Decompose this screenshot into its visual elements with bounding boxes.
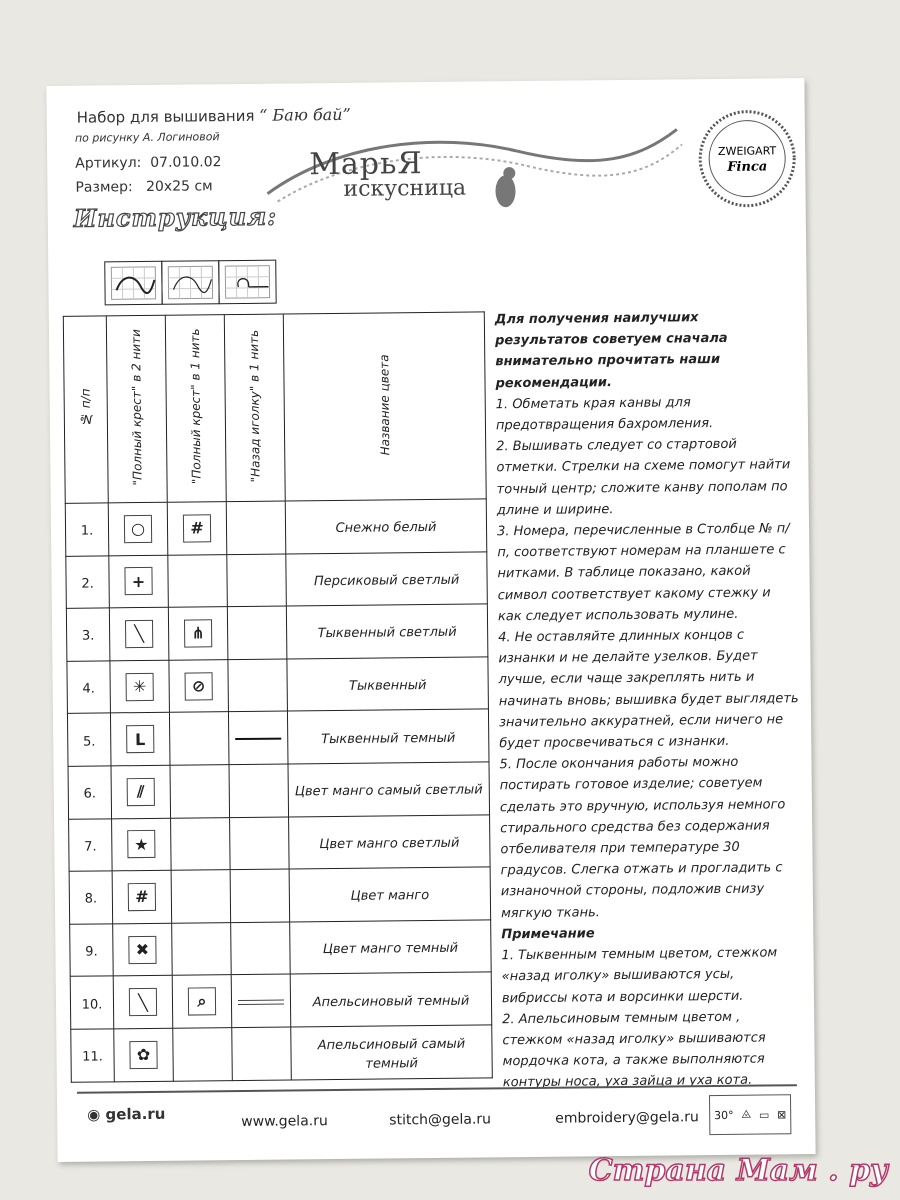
color-name-text: Цвет манго светлый <box>319 835 460 853</box>
back-stitch-line <box>231 974 291 1027</box>
row-number <box>67 661 111 714</box>
header-full-cross-1-text: "Полный крест" в 1 нить <box>187 328 204 485</box>
back-stitch-line <box>228 711 288 764</box>
color-name-text: Апельсиновый самый темный <box>317 1036 466 1072</box>
back-stitch-line <box>226 501 286 554</box>
seal-brand-finca: Finca <box>727 159 768 175</box>
gela-logo <box>87 1105 165 1124</box>
size-line <box>75 178 212 195</box>
color-name <box>290 972 492 1027</box>
col-header-number <box>63 316 108 503</box>
color-name <box>287 709 489 764</box>
color-name <box>288 762 490 817</box>
kit-name: “ Баю бай” <box>259 104 351 125</box>
color-name <box>287 657 489 712</box>
symbol-full-cross-1 <box>171 870 231 923</box>
symbol-full-cross-1 <box>168 607 228 660</box>
color-name-text: Тыквенный светлый <box>317 625 457 642</box>
color-name <box>290 920 492 975</box>
stitch-symbol-icon: ✖ <box>128 935 156 963</box>
section-title: Инструкция: <box>73 201 278 233</box>
kit-label: Набор для вышивания <box>76 106 255 127</box>
color-name <box>289 867 491 922</box>
recommendation-item: 2. Вышивать следует со стартовой отметки. Стрелки на схеме помогут найти точный центр; сложите канву пополам по длине и ширине. <box>496 437 791 519</box>
row-number-text: 2. <box>81 576 94 592</box>
header-back-stitch-text: "Назад иголку" в 1 нить <box>246 329 263 483</box>
legend-row <box>67 657 489 714</box>
note-item: 1. Тыквенным темным цветом, стежком «назад иголку» вышиваются усы, вибриссы кота и ворсинки шерсти. <box>501 945 778 1006</box>
brand-name: МарьЯ <box>309 146 423 183</box>
legend-row <box>65 499 487 556</box>
legend-row <box>69 814 491 871</box>
back-stitch-line <box>232 1027 292 1080</box>
col-header-color-name <box>283 312 486 501</box>
note-item: 2. Апельсиновым темным цветом , стежком «назад иголку» вышиваются мордочка кота, а также выполняются контуры носа, уха зайца и уха кота. <box>502 1009 766 1091</box>
symbol-full-cross-1 <box>169 712 229 765</box>
instruction-sheet <box>46 78 815 1162</box>
stitch-symbol-icon: ✳ <box>126 672 154 700</box>
symbol-full-cross-2 <box>113 923 173 976</box>
row-number <box>70 976 114 1029</box>
legend-row <box>66 552 488 609</box>
row-number <box>65 503 109 556</box>
legend-row <box>67 709 489 766</box>
row-number-text: 5. <box>82 734 96 750</box>
symbol-full-cross-1 <box>170 765 230 818</box>
stitch-symbol-icon: L <box>126 725 154 753</box>
symbol-full-cross-1 <box>167 502 227 555</box>
row-number-text: 7. <box>84 839 97 855</box>
color-name-text: Апельсиновый темный <box>312 993 470 1010</box>
stitch-symbol-icon: # <box>183 514 211 542</box>
color-name <box>289 814 491 869</box>
color-name <box>286 552 488 607</box>
symbol-full-cross-2 <box>112 818 172 871</box>
back-stitch-line <box>227 606 287 659</box>
color-name-text: Цвет манго темный <box>322 940 459 958</box>
color-name-text: Персиковый светлый <box>313 572 460 590</box>
row-number-text: 3. <box>81 629 95 645</box>
back-stitch-line <box>229 764 289 817</box>
article-label: Артикул: <box>75 155 142 172</box>
stitch-icons-row <box>104 260 275 306</box>
no-bleach-icon: ⨻ <box>741 1107 752 1121</box>
header-full-cross-2-text: "Полный крест" в 2 нити <box>128 328 145 486</box>
color-name-text: Снежно белый <box>335 520 437 537</box>
site-link[interactable]: www.gela.ru <box>241 1113 328 1131</box>
legend-row <box>70 920 492 977</box>
row-number <box>71 1029 115 1082</box>
color-name <box>286 604 488 659</box>
legend-row <box>66 604 488 661</box>
row-number-text: 10. <box>81 997 103 1013</box>
wash-temp: 30° <box>714 1108 734 1122</box>
recommendation-item: 3. Номера, перечисленные в Столбце № п/п, соответствуют номерам на планшете с нитками. В таблице показано, какой символ соответствует какому стежку и как следует использовать мулине. <box>497 521 790 625</box>
symbol-full-cross-2 <box>110 660 170 713</box>
row-number <box>67 713 111 766</box>
back-stitch-line <box>230 869 290 922</box>
color-name-text: Цвет манго самый светлый <box>294 782 483 800</box>
stitch-symbol-icon: + <box>124 567 152 595</box>
brand-name-line2: искусница <box>343 175 467 202</box>
size-label: Размер: <box>75 179 133 196</box>
gela-logo-icon: ◉ <box>87 1105 101 1124</box>
recommendations-intro: Для получения наилучших результатов советуем сначала внимательно прочитать наши рекомендации. <box>494 310 728 391</box>
color-name <box>291 1025 493 1080</box>
col-header-full-cross-1 <box>165 315 226 503</box>
legend-body <box>65 499 492 1082</box>
row-number <box>68 766 112 819</box>
stitch-symbol-icon: ⋔ <box>184 619 212 647</box>
wash-30-icon <box>714 1108 734 1121</box>
symbol-full-cross-1 <box>173 1028 233 1081</box>
stitch-symbol-icon: ╲ <box>129 988 157 1016</box>
stitch-symbol-icon: ⊘ <box>185 672 213 700</box>
iron-icon: ▭ <box>758 1107 770 1122</box>
symbol-full-cross-1 <box>169 659 229 712</box>
size-value: 20x25 см <box>145 178 213 195</box>
stitch-symbol-icon: ⫽ <box>127 778 155 806</box>
row-number <box>66 608 110 661</box>
stitch-symbol-icon: # <box>128 883 156 911</box>
row-number-text: 8. <box>84 891 98 908</box>
legend-row <box>70 972 492 1029</box>
full-cross-1-thread-icon <box>161 260 219 305</box>
symbol-full-cross-2 <box>109 555 169 608</box>
gela-logo-text: gela.ru <box>105 1104 166 1124</box>
back-stitch-line <box>227 554 287 607</box>
zweigart-finca-seal <box>697 108 798 209</box>
recommendation-item: 5. После окончания работы можно постирать готовое изделие; советуем сделать это вручную, используя немного стирального средства без содержания отбеливателя при температуре 30 градусов. Слегка отжать и прогладить с изнаночной стороны, подложив снизу мягкую ткань. <box>499 755 786 921</box>
stitch-symbol-icon: ★ <box>127 830 155 858</box>
header-color-name-text: Название цвета <box>376 353 392 456</box>
back-stitch-line-icon <box>238 999 284 1004</box>
row-number-text: 6. <box>83 786 97 802</box>
symbol-full-cross-2 <box>108 502 168 555</box>
col-header-back-stitch <box>224 314 285 502</box>
note-title: Примечание <box>501 926 595 943</box>
row-number <box>69 871 113 924</box>
recommendation-item: 1. Обметать края канвы для предотвращения бахромления. <box>495 395 714 434</box>
back-stitch-line <box>230 817 290 870</box>
color-name-text: Тыквенный темный <box>321 730 456 747</box>
recommendations <box>495 306 803 1094</box>
symbol-full-cross-2 <box>109 607 169 660</box>
email-embroidery-link[interactable]: embroidery@gela.ru <box>555 1109 699 1127</box>
back-stitch-line-icon <box>235 738 281 740</box>
legend-row <box>71 1025 493 1082</box>
symbol-full-cross-1 <box>172 922 232 975</box>
no-tumble-dry-icon: ⊠ <box>777 1107 787 1121</box>
row-number <box>69 818 113 871</box>
footer <box>77 1084 798 1154</box>
article-line <box>75 154 221 172</box>
symbol-full-cross-2 <box>113 976 173 1029</box>
full-cross-2-threads-icon <box>104 261 162 306</box>
back-stitch-icon <box>218 260 276 305</box>
stitch-symbol-icon: ✿ <box>129 1041 157 1069</box>
stitch-symbol-icon: ⌕ <box>188 987 216 1015</box>
seal-brand-zweigart: ZWEIGART <box>717 144 777 158</box>
stitch-symbol-icon: ╲ <box>125 620 153 648</box>
row-number-text: 9. <box>85 944 98 960</box>
symbol-full-cross-2 <box>114 1028 174 1081</box>
symbol-full-cross-2 <box>111 765 171 818</box>
color-name <box>285 499 487 554</box>
row-number-text: 4. <box>82 681 95 697</box>
author-line: по рисунку А. Логиновой <box>74 130 220 145</box>
legend-row <box>69 867 491 924</box>
color-name-text: Тыквенный <box>348 678 427 694</box>
col-header-full-cross-2 <box>106 315 167 503</box>
row-number <box>66 555 110 608</box>
color-name-text: Цвет манго <box>350 888 430 905</box>
article-value: 07.010.02 <box>150 154 222 171</box>
back-stitch-line <box>231 922 291 975</box>
row-number <box>70 924 114 977</box>
symbol-full-cross-1 <box>168 554 228 607</box>
email-stitch-link[interactable]: stitch@gela.ru <box>389 1111 492 1129</box>
row-number-text: 1. <box>80 523 94 539</box>
symbol-full-cross-1 <box>171 817 231 870</box>
stitch-symbol-icon: ○ <box>124 515 152 543</box>
symbol-full-cross-2 <box>110 713 170 766</box>
symbol-full-cross-1 <box>172 975 232 1028</box>
symbol-full-cross-2 <box>112 870 172 923</box>
watermark: Страна Мам . ру <box>588 1153 888 1188</box>
care-symbols <box>709 1094 791 1135</box>
recommendation-item: 4. Не оставляйте длинных концов с изнанки и не делайте узелков. Будет лучше, если чаще закреплять нить и начинать вновь; вышивка будет выглядеть значительно аккуратней, если ничего не будет просвечиваться с изнанки. <box>498 627 799 752</box>
legend-row <box>68 762 490 819</box>
back-stitch-line <box>228 659 288 712</box>
header-number-text: № п/п <box>78 388 93 427</box>
row-number-text: 11. <box>82 1049 103 1065</box>
color-legend-table <box>63 311 493 1082</box>
